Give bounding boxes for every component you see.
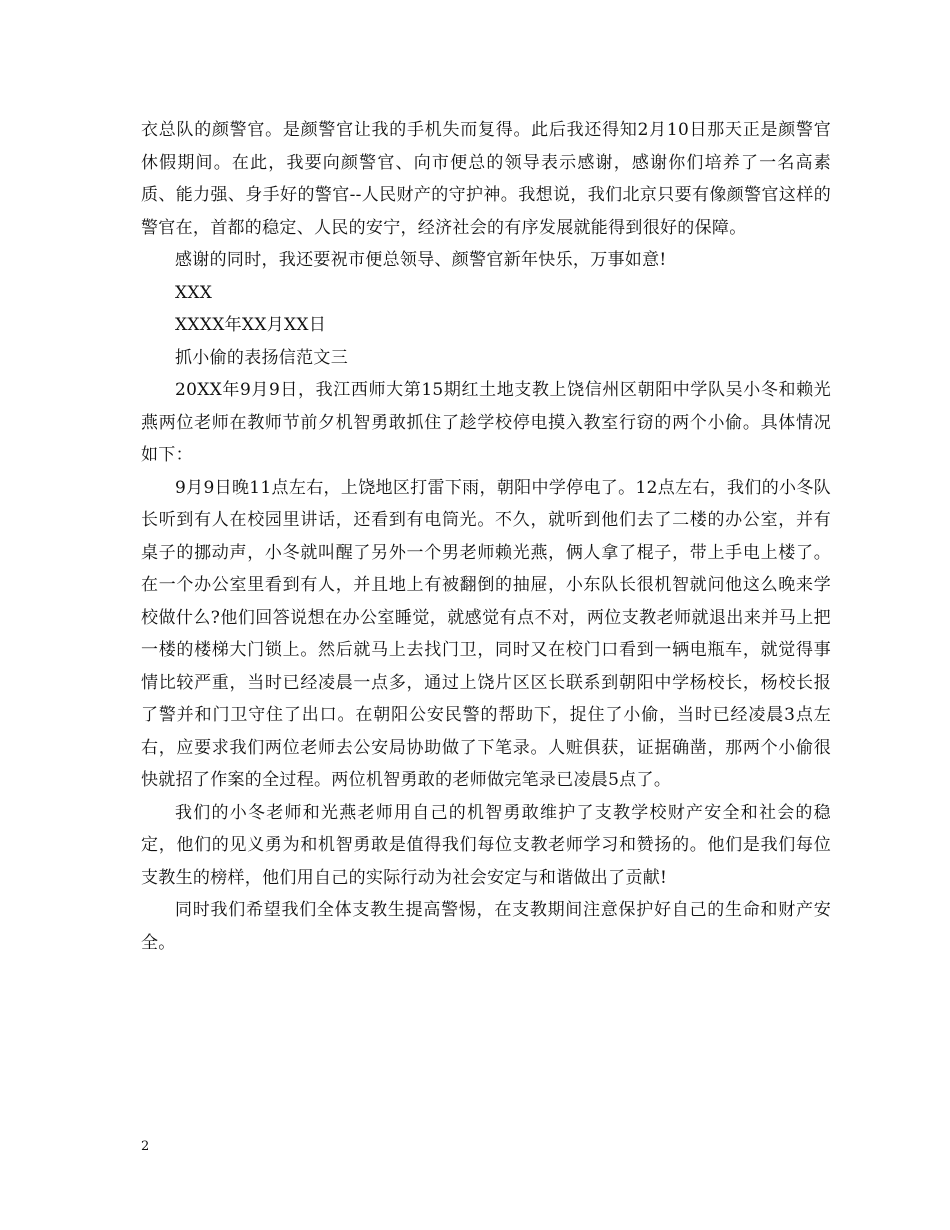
page-number: 2 [141, 1139, 150, 1154]
document-body [141, 114, 831, 959]
paragraph-details: 9月9日晚11点左右，上饶地区打雷下雨，朝阳中学停电了。12点左右，我们的小冬队长听到有人在校园里讲话，还看到有电筒光。不久，就听到他们去了二楼的办公室，并有桌子的挪动声，小冬就叫醒了另外一个男老师赖光燕，俩人拿了棍子，带上手电上楼了。在一个办公室里看到有人，并且地上有被翻倒的抽屉，小东队长很机智就问他这么晚来学校做什么?他们回答说想在办公室睡觉，就感觉有点不对，两位支教老师就退出来并马上把一楼的楼梯大门锁上。然后就马上去找门卫，同时又在校门口看到一辆电瓶车，就觉得事情比较严重，当时已经凌晨一点多，通过上饶片区区长联系到朝阳中学杨校长，杨校长报了警并和门卫守住了出口。在朝阳公安民警的帮助下，捉住了小偷，当时已经凌晨3点左右，应要求我们两位老师去公安局协助做了下笔录。人赃俱获，证据确凿，那两个小偷很快就招了作案的全过程。两位机智勇敢的老师做完笔录已凌晨5点了。 [141, 477, 831, 790]
section-heading: 抓小偷的表扬信范文三 [175, 347, 348, 368]
paragraph-thanks-wishes: 感谢的同时，我还要祝市便总领导、颜警官新年快乐，万事如意! [175, 250, 667, 270]
signature-name: XXX [175, 282, 213, 303]
paragraph-continuation: 衣总队的颜警官。是颜警官让我的手机失而复得。此后我还得知2月10日那天正是颜警官休假期间。在此，我要向颜警官、向市便总的领导表示感谢，感谢你们培养了一名高素质、能力强、身手好的警官--人民财产的守护神。我想说，我们北京只要有像颜警官这样的警官在，首都的稳定、人民的安宁，经济社会的有序发展就能得到很好的保障。 [141, 120, 831, 238]
paragraph-praise: 我们的小冬老师和光燕老师用自己的机智勇敢维护了支教学校财产安全和社会的稳定，他们的见义勇为和机智勇敢是值得我们每位支教老师学习和赞扬的。他们是我们每位支教生的榜样，他们用自己的实际行动为社会安定与和谐做出了贡献! [141, 802, 831, 888]
paragraph-closing: 同时我们希望我们全体支教生提高警惕，在支教期间注意保护好自己的生命和财产安全。 [141, 900, 831, 953]
signature-date: XXXX年XX月XX日 [175, 315, 327, 335]
paragraph-intro: 20XX年9月9日，我江西师大第15期红土地支教上饶信州区朝阳中学队吴小冬和赖光燕两位老师在教师节前夕机智勇敢抓住了趁学校停电摸入教室行窃的两个小偷。具体情况如下： [141, 380, 831, 465]
